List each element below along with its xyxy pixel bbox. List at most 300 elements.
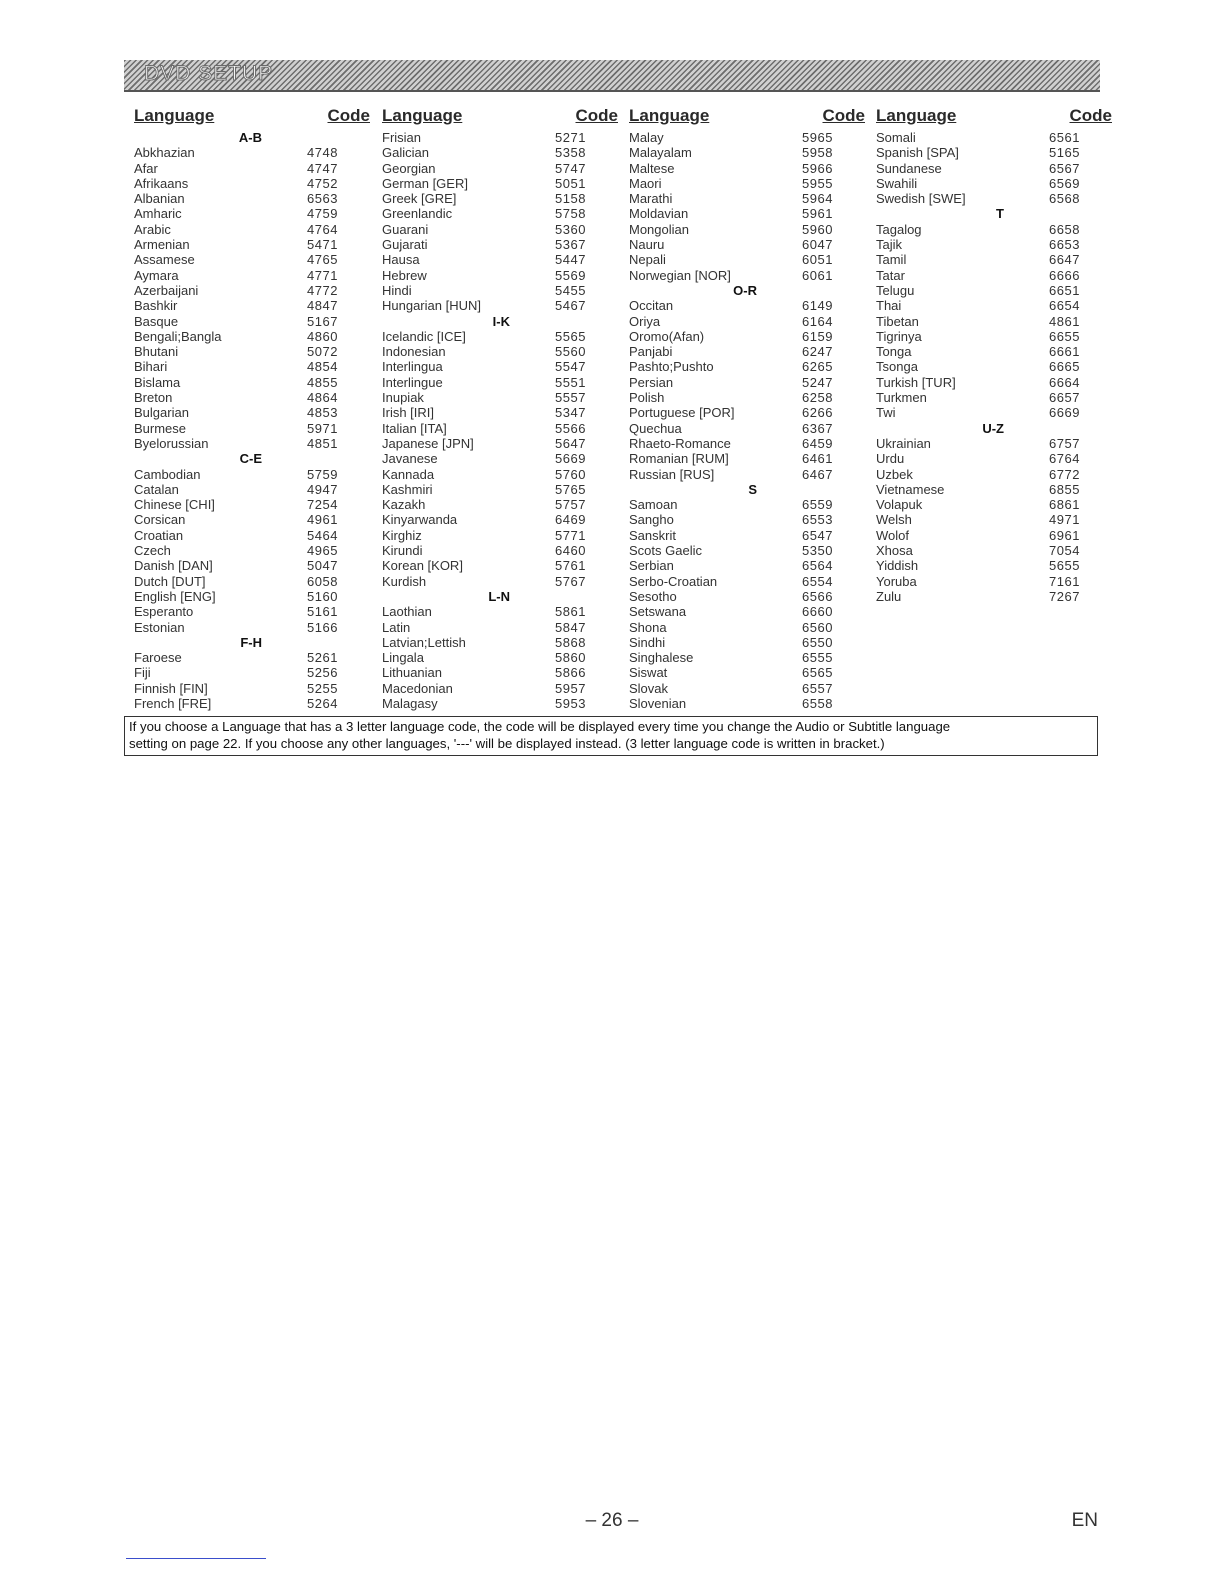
language-name: Occitan: [629, 298, 674, 314]
table-row: [134, 375, 370, 390]
language-code: 5560: [555, 344, 586, 360]
language-code: 6557: [802, 680, 833, 696]
language-name: Interlingue: [382, 374, 443, 390]
language-code: 6159: [802, 328, 833, 344]
language-name: Bhutani: [134, 344, 179, 360]
language-name: Arabic: [134, 221, 171, 237]
language-name: Finnish [FIN]: [134, 680, 208, 696]
table-row: [876, 237, 1112, 252]
language-code: 5971: [307, 420, 338, 436]
table-row: [876, 482, 1112, 497]
section-banner: [124, 60, 1100, 92]
language-code: 5358: [555, 145, 586, 161]
table-row: [134, 145, 370, 160]
language-name: German [GER]: [382, 175, 468, 191]
language-name: Singhalese: [629, 650, 694, 666]
header-code: Code: [327, 106, 370, 125]
language-name: Setswana: [629, 604, 687, 620]
language-code: 6461: [802, 451, 833, 467]
group-heading: [134, 635, 370, 650]
language-code: 6651: [1049, 282, 1080, 298]
table-row: [876, 543, 1112, 558]
language-code: 4965: [307, 543, 338, 559]
language-code: 6666: [1049, 267, 1080, 283]
language-code: 5566: [555, 420, 586, 436]
language-code: 6772: [1049, 466, 1080, 482]
language-name: Tagalog: [876, 221, 922, 237]
language-name: Malay: [629, 130, 664, 145]
column-header: [876, 106, 1112, 130]
language-name: Latin: [382, 619, 411, 635]
language-code: 5467: [555, 298, 586, 314]
language-name: Romanian [RUM]: [629, 451, 729, 467]
table-row: [134, 650, 370, 665]
language-name: Korean [KOR]: [382, 558, 463, 574]
language-name: Tigrinya: [876, 328, 922, 344]
table-row: [876, 344, 1112, 359]
group-heading: [382, 589, 618, 604]
table-row: [629, 436, 865, 451]
language-code: 5047: [307, 558, 338, 574]
language-code: 6665: [1049, 359, 1080, 375]
language-name: Frisian: [382, 130, 422, 145]
group-heading: [134, 130, 370, 145]
language-code: 6647: [1049, 252, 1080, 268]
table-row: [876, 145, 1112, 160]
language-name: Rhaeto-Romance: [629, 435, 731, 451]
table-row: [629, 650, 865, 665]
table-row: [134, 665, 370, 680]
table-row: [629, 681, 865, 696]
language-name: Urdu: [876, 451, 905, 467]
table-row: [876, 176, 1112, 191]
language-code: 6555: [802, 650, 833, 666]
column-header: [134, 106, 370, 130]
language-name: Welsh: [876, 512, 912, 528]
language-code: 5655: [1049, 558, 1080, 574]
table-row: [629, 635, 865, 650]
header-language: Language: [134, 106, 215, 125]
language-code: 5647: [555, 435, 586, 451]
table-row: [134, 421, 370, 436]
table-row: [629, 191, 865, 206]
table-row: [134, 574, 370, 589]
language-code: 5455: [555, 282, 586, 298]
table-row: [382, 359, 618, 374]
language-name: Thai: [876, 298, 902, 314]
language-code: 6547: [802, 527, 833, 543]
table-row: [629, 375, 865, 390]
language-name: Japanese [JPN]: [382, 435, 474, 451]
language-name: Slovenian: [629, 695, 687, 711]
language-name: Danish [DAN]: [134, 558, 213, 574]
table-row: [629, 696, 865, 711]
language-name: Uzbek: [876, 466, 913, 482]
language-code: 5347: [555, 405, 586, 421]
table-row: [134, 405, 370, 420]
language-code: 5447: [555, 252, 586, 268]
group-label: F-H: [240, 634, 262, 650]
language-code: 5072: [307, 344, 338, 360]
language-code: 5271: [555, 130, 586, 145]
table-row: [629, 329, 865, 344]
language-code: 6047: [802, 237, 833, 253]
language-name: Guarani: [382, 221, 429, 237]
table-row: [876, 390, 1112, 405]
table-row: [629, 558, 865, 573]
language-code: 4771: [307, 267, 338, 283]
language-name: Turkish [TUR]: [876, 374, 956, 390]
language-marker: EN: [1071, 1510, 1098, 1531]
language-name: Maori: [629, 175, 662, 191]
table-row: [134, 604, 370, 619]
language-name: Georgian: [382, 160, 436, 176]
language-code: 6657: [1049, 390, 1080, 406]
language-code: 4947: [307, 481, 338, 497]
table-row: [876, 191, 1112, 206]
language-name: Panjabi: [629, 344, 673, 360]
language-code: 6247: [802, 344, 833, 360]
table-row: [876, 314, 1112, 329]
language-name: Tatar: [876, 267, 905, 283]
language-name: Assamese: [134, 252, 195, 268]
language-name: Afrikaans: [134, 175, 189, 191]
table-row: [134, 283, 370, 298]
language-name: Volapuk: [876, 497, 923, 513]
table-row: [629, 176, 865, 191]
table-row: [382, 161, 618, 176]
language-code: 6553: [802, 512, 833, 528]
language-name: Catalan: [134, 481, 179, 497]
language-code: 4772: [307, 282, 338, 298]
table-row: [876, 283, 1112, 298]
language-name: Hungarian [HUN]: [382, 298, 481, 314]
language-code: 5264: [307, 695, 338, 711]
language-code: 5957: [555, 680, 586, 696]
language-name: Hebrew: [382, 267, 427, 283]
table-row: [382, 283, 618, 298]
language-name: Sundanese: [876, 160, 942, 176]
language-code: 5551: [555, 374, 586, 390]
language-name: Icelandic [ICE]: [382, 328, 466, 344]
language-code: 4961: [307, 512, 338, 528]
language-name: Vietnamese: [876, 481, 945, 497]
language-code: 5166: [307, 619, 338, 635]
language-code: 6653: [1049, 237, 1080, 253]
group-label: O-R: [733, 282, 757, 298]
table-row: [876, 130, 1112, 145]
language-code: 5161: [307, 604, 338, 620]
language-code: 5866: [555, 665, 586, 681]
language-name: Wolof: [876, 527, 909, 543]
row-list: [629, 130, 865, 711]
language-code: 5960: [802, 221, 833, 237]
language-name: Afar: [134, 160, 158, 176]
language-code: 5761: [555, 558, 586, 574]
table-row: [629, 620, 865, 635]
language-name: Galician: [382, 145, 429, 161]
table-row: [876, 574, 1112, 589]
table-row: [382, 665, 618, 680]
language-name: Dutch [DUT]: [134, 573, 206, 589]
language-name: Kannada: [382, 466, 435, 482]
language-code: 5247: [802, 374, 833, 390]
table-row: [134, 436, 370, 451]
table-row: [382, 298, 618, 313]
table-row: [629, 665, 865, 680]
table-row: [629, 574, 865, 589]
language-code: 5847: [555, 619, 586, 635]
table-row: [629, 145, 865, 160]
language-name: Sangho: [629, 512, 674, 528]
header-code: Code: [822, 106, 865, 125]
language-name: Lithuanian: [382, 665, 442, 681]
language-code: 6564: [802, 558, 833, 574]
footer-rule: [126, 1558, 266, 1559]
row-list: [134, 130, 370, 711]
language-name: Samoan: [629, 497, 678, 513]
language-name: Maltese: [629, 160, 675, 176]
table-row: [134, 390, 370, 405]
note-box: [124, 716, 1098, 756]
language-name: Corsican: [134, 512, 186, 528]
language-code: 5051: [555, 175, 586, 191]
language-code: 6367: [802, 420, 833, 436]
table-row: [134, 620, 370, 635]
language-name: Sanskrit: [629, 527, 676, 543]
language-name: Cambodian: [134, 466, 201, 482]
table-row: [629, 268, 865, 283]
language-name: Sesotho: [629, 588, 677, 604]
language-code: 5765: [555, 481, 586, 497]
language-name: Bihari: [134, 359, 168, 375]
header-language: Language: [629, 106, 710, 125]
language-code: 6265: [802, 359, 833, 375]
language-name: Amharic: [134, 206, 182, 222]
group-heading: [382, 314, 618, 329]
group-label: S: [748, 481, 757, 497]
language-name: Greenlandic: [382, 206, 453, 222]
table-row: [382, 451, 618, 466]
language-name: Somali: [876, 130, 916, 145]
language-name: Quechua: [629, 420, 682, 436]
table-row: [134, 314, 370, 329]
table-row: [382, 512, 618, 527]
language-name: Polish: [629, 390, 665, 406]
table-row: [876, 359, 1112, 374]
table-row: [134, 696, 370, 711]
language-code: 6460: [555, 543, 586, 559]
language-code: 5165: [1049, 145, 1080, 161]
language-code: 7054: [1049, 543, 1080, 559]
table-row: [382, 681, 618, 696]
table-row: [629, 344, 865, 359]
language-name: Norwegian [NOR]: [629, 267, 731, 283]
language-code: 6669: [1049, 405, 1080, 421]
language-name: Kazakh: [382, 497, 426, 513]
language-code: 5747: [555, 160, 586, 176]
language-code: 5557: [555, 390, 586, 406]
language-name: Inupiak: [382, 390, 424, 406]
language-name: Kashmiri: [382, 481, 433, 497]
language-code: 6550: [802, 634, 833, 650]
language-code: 6558: [802, 695, 833, 711]
language-code: 5767: [555, 573, 586, 589]
language-code: 6567: [1049, 160, 1080, 176]
group-label: C-E: [239, 451, 262, 467]
language-code: 6266: [802, 405, 833, 421]
table-row: [382, 344, 618, 359]
language-code: 6568: [1049, 191, 1080, 207]
table-row: [382, 375, 618, 390]
language-code: 5965: [802, 130, 833, 145]
table-row: [629, 497, 865, 512]
table-row: [382, 635, 618, 650]
language-code: 6563: [307, 191, 338, 207]
table-row: [629, 390, 865, 405]
language-code: 6655: [1049, 328, 1080, 344]
group-label: I-K: [492, 313, 510, 329]
language-name: Oromo(Afan): [629, 328, 705, 344]
language-code: 6660: [802, 604, 833, 620]
group-heading: [134, 451, 370, 466]
language-code: 6164: [802, 313, 833, 329]
language-name: Russian [RUS]: [629, 466, 715, 482]
language-code: 6469: [555, 512, 586, 528]
language-name: Bislama: [134, 374, 181, 390]
group-label: L-N: [488, 588, 510, 604]
row-list: [382, 130, 618, 711]
language-name: Tibetan: [876, 313, 919, 329]
table-row: [382, 329, 618, 344]
language-code: 5471: [307, 237, 338, 253]
language-name: Malagasy: [382, 695, 438, 711]
language-name: Hausa: [382, 252, 420, 268]
language-code: 6051: [802, 252, 833, 268]
table-row: [382, 405, 618, 420]
language-code: 5547: [555, 359, 586, 375]
language-code: 4747: [307, 160, 338, 176]
column-header: [629, 106, 865, 130]
note-line-1: If you choose a Language that has a 3 letter language code, the code will be displayed every time you change the Audio or Subtitle language: [129, 719, 951, 734]
table-row: [382, 497, 618, 512]
language-code: 4853: [307, 405, 338, 421]
language-name: Macedonian: [382, 680, 453, 696]
language-code: 5861: [555, 604, 586, 620]
language-code: 6654: [1049, 298, 1080, 314]
language-name: Burmese: [134, 420, 187, 436]
table-row: [876, 375, 1112, 390]
table-row: [382, 574, 618, 589]
language-name: Greek [GRE]: [382, 191, 457, 207]
language-code: 5569: [555, 267, 586, 283]
language-name: Siswat: [629, 665, 668, 681]
language-code: 4851: [307, 435, 338, 451]
language-name: Basque: [134, 313, 179, 329]
language-code: 4854: [307, 359, 338, 375]
table-row: [876, 451, 1112, 466]
language-name: Kirghiz: [382, 527, 422, 543]
row-list: [876, 130, 1112, 604]
header-language: Language: [876, 106, 957, 125]
table-row: [876, 528, 1112, 543]
language-code: 6559: [802, 497, 833, 513]
language-code: 7161: [1049, 573, 1080, 589]
language-name: Italian [ITA]: [382, 420, 447, 436]
language-name: Shona: [629, 619, 667, 635]
column-header: [382, 106, 618, 130]
table-row: [382, 543, 618, 558]
language-name: Scots Gaelic: [629, 543, 702, 559]
language-code: 5966: [802, 160, 833, 176]
table-row: [629, 314, 865, 329]
language-name: Yiddish: [876, 558, 919, 574]
language-name: Ukrainian: [876, 435, 931, 451]
language-name: Pashto;Pushto: [629, 359, 714, 375]
table-row: [629, 543, 865, 558]
language-name: Kirundi: [382, 543, 423, 559]
table-row: [134, 161, 370, 176]
language-code: 5669: [555, 451, 586, 467]
table-row: [629, 222, 865, 237]
table-row: [629, 512, 865, 527]
language-code: 4759: [307, 206, 338, 222]
table-row: [382, 268, 618, 283]
table-row: [134, 222, 370, 237]
table-row: [382, 604, 618, 619]
language-name: Serbian: [629, 558, 674, 574]
table-row: [382, 191, 618, 206]
language-code: 5158: [555, 191, 586, 207]
language-name: Armenian: [134, 237, 190, 253]
table-row: [876, 222, 1112, 237]
language-code: 5955: [802, 175, 833, 191]
table-row: [134, 528, 370, 543]
table-row: [629, 451, 865, 466]
language-name: Bengali;Bangla: [134, 328, 222, 344]
table-row: [134, 589, 370, 604]
language-code: 6561: [1049, 130, 1080, 145]
table-row: [382, 436, 618, 451]
language-name: Nauru: [629, 237, 665, 253]
group-label: A-B: [238, 130, 262, 145]
language-code: 5360: [555, 221, 586, 237]
table-row: [382, 176, 618, 191]
language-name: Javanese: [382, 451, 438, 467]
language-code: 5160: [307, 588, 338, 604]
language-code: 6764: [1049, 451, 1080, 467]
language-code: 6149: [802, 298, 833, 314]
language-code: 6560: [802, 619, 833, 635]
table-row: [382, 620, 618, 635]
table-row: [629, 589, 865, 604]
table-row: [629, 359, 865, 374]
language-name: Fiji: [134, 665, 151, 681]
table-row: [134, 558, 370, 573]
language-code: 5757: [555, 497, 586, 513]
header-code: Code: [1069, 106, 1112, 125]
language-name: Kurdish: [382, 573, 427, 589]
table-row: [134, 543, 370, 558]
language-name: Slovak: [629, 680, 669, 696]
language-name: Abkhazian: [134, 145, 195, 161]
language-name: Moldavian: [629, 206, 689, 222]
language-name: Aymara: [134, 267, 179, 283]
language-code: 4847: [307, 298, 338, 314]
table-row: [134, 482, 370, 497]
table-row: [382, 421, 618, 436]
language-code: 5961: [802, 206, 833, 222]
